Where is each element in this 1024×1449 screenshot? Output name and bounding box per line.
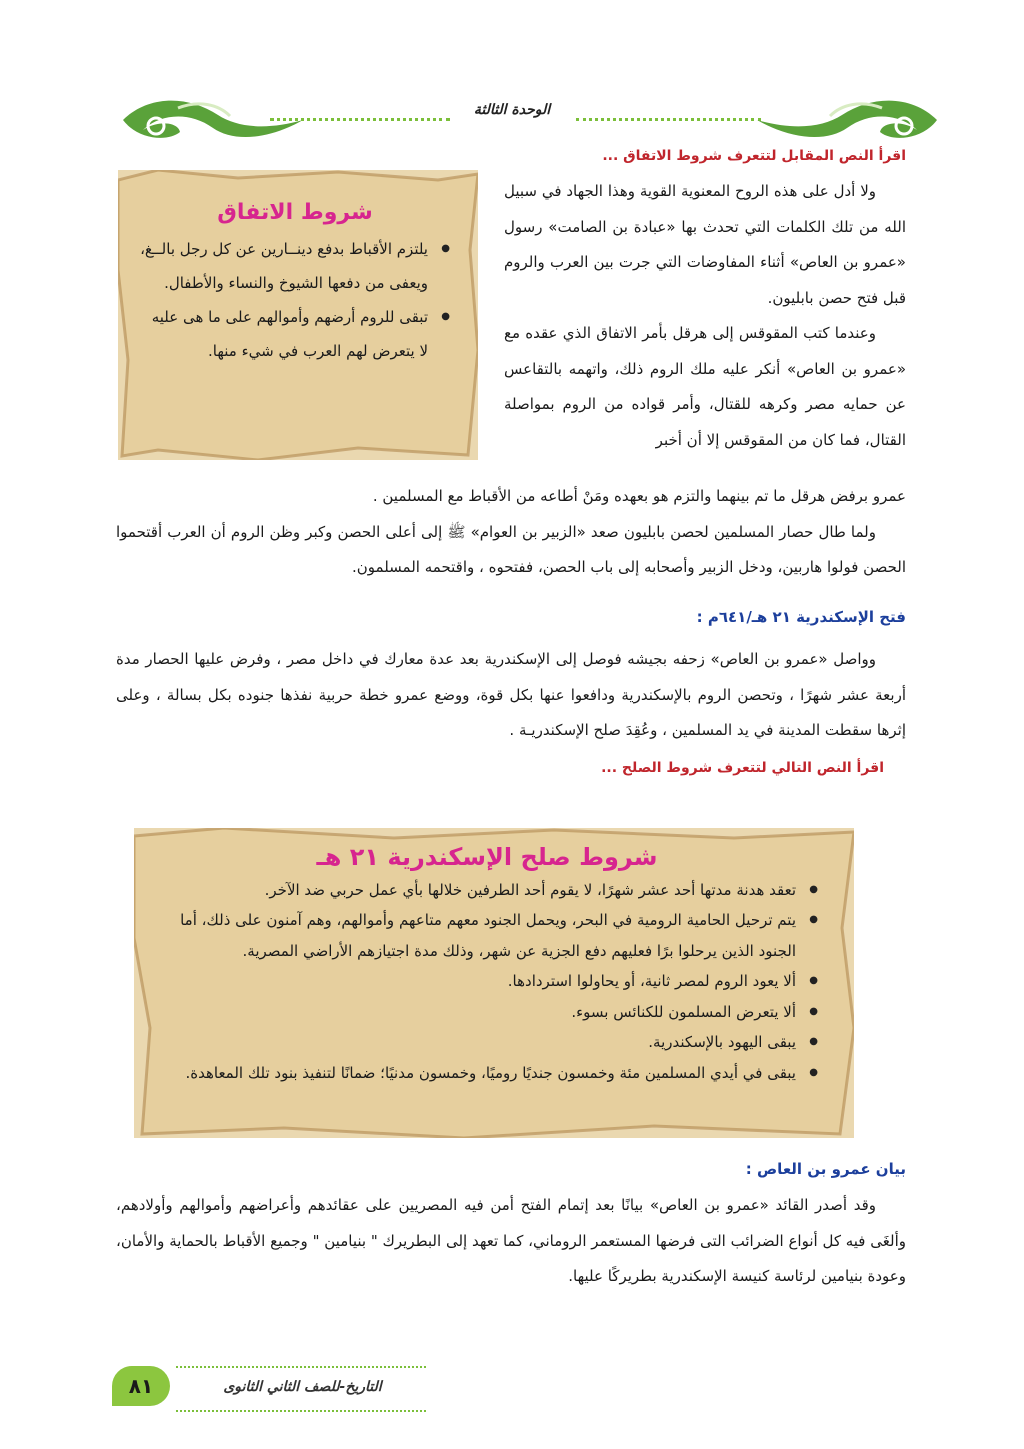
treaty-item: ● ألا يتعرض المسلمون للكنائس بسوء.: [156, 997, 818, 1028]
agreement-box-title: شروط الاتفاق: [217, 200, 373, 225]
treaty-item: ● ألا يعود الروم لمصر ثانية، أو يحاولوا استردادها.: [156, 966, 818, 997]
alexandria-heading: فتح الإسكندرية ٢١ هـ/٦٤١م :: [696, 608, 906, 626]
paragraph: ولا أدل على هذه الروح المعنوية القوية وهذا الجهاد في سبيل الله من تلك الكلمات التي تحدث بها «عبادة بن الصامت» رسول «عمرو بن العاص» أثناء المفاوضات التي جرت بين العرب والروم قبل فتح حصن بابليون.: [504, 182, 906, 307]
full-text-block: [116, 479, 906, 586]
footer-dots-top: [176, 1366, 426, 1368]
treaty-box: [134, 828, 854, 1138]
paragraph: ولما طال حصار المسلمين لحصن بابليون صعد «الزبير بن العوام» ﷺ إلى أعلى الحصن وكبر وظن الروم أن العرب أقتحموا الحصن فولوا هاربين، ودخل الزبير وأصحابه إلى باب الحصن، ففتحوه ، واقتحمه المسلمون.: [116, 522, 906, 576]
book-title: التاريخ-للصف الثاني الثانوى: [223, 1379, 382, 1395]
paragraph: وواصل «عمرو بن العاص» زحفه بجيشه فوصل إلى الإسكندرية بعد عدة معارك في داخل مصر ، وفرض عليها الحصار مدة أربعة عشر شهرًا ، وتحصن الروم بالإسكندرية ودافعوا عنها بكل قوة، ووضع عمرو خطة حربية نفذها جنوده بكل بسالة ، وعلى إثرها سقطت المدينة في يد المسلمين ، وعُقِدَ صلح الإسكندريـة .: [116, 650, 906, 739]
agreement-item: ● تبقى للروم أرضهم وأموالهم على ما هى عليه لا يتعرض لهم العرب في شيء منها.: [140, 300, 450, 368]
treaty-instruction: اقرأ النص التالي لتتعرف شروط الصلح ...: [601, 760, 884, 776]
treaty-box-title: شروط صلح الإسكندرية ٢١ هـ: [316, 843, 658, 871]
intro-instruction: اقرأ النص المقابل لتتعرف شروط الاتفاق ...: [602, 148, 906, 164]
statement-heading: بيان عمرو بن العاص :: [745, 1160, 906, 1178]
alexandria-text: [116, 642, 906, 749]
page-number: ٨١: [112, 1366, 170, 1406]
narrow-text-column: [504, 174, 906, 458]
paragraph: وقد أصدر القائد «عمرو بن العاص» بيانًا بعد إتمام الفتح أمن فيه المصريين على عقائدهم وأعراضهم وأموالهم وأولادهم، وألغَى فيه كل أنواع الضرائب التى فرضها المستعمر الروماني، كما تعهد إلى البطريرك " بنيامين " وجميع الأقباط بالحماية والأمان، وعودة بنيامين لرئاسة كنيسة الإسكندرية بطريركًا عليها.: [116, 1196, 906, 1285]
agreement-item: ● يلتزم الأقباط بدفع دينــارين عن كل رجل بالــغ، ويعفى من دفعها الشيوخ والنساء والأطفال.: [140, 232, 450, 300]
paragraph: وعندما كتب المقوقس إلى هرقل بأمر الاتفاق الذي عقده مع «عمرو بن العاص» أنكر عليه ملك الروم ذلك، واتهمه بالتقاعس عن حمايه مصر وكرهه للقتال، وأمر قواده من الروم بمواصلة القتال، فما كان من المقوقس إلا أن أخبر: [504, 324, 906, 449]
footer-dots-bottom: [176, 1410, 426, 1412]
paragraph: عمرو برفض هرقل ما تم بينهما والتزم هو بعهده ومَنْ أطاعه من الأقباط مع المسلمين .: [372, 487, 906, 505]
treaty-item: ● تعقد هدنة مدتها أحد عشر شهرًا، لا يقوم أحد الطرفين خلالها بأي عمل حربي ضد الآخر.: [156, 875, 818, 906]
header-dots-right: [576, 118, 761, 121]
unit-title: الوحدة الثالثة: [473, 102, 551, 118]
treaty-item: ● يبقى في أيدي المسلمين مئة وخمسون جنديًا روميًا، وخمسون مدنيًا؛ ضمانًا لتنفيذ بنود تلك المعاهدة.: [156, 1058, 818, 1089]
treaty-item: ● يبقى اليهود بالإسكندرية.: [156, 1027, 818, 1058]
statement-text: [116, 1188, 906, 1295]
right-ornament-icon: [752, 90, 942, 150]
agreement-box: [118, 170, 478, 460]
treaty-item: ● يتم ترحيل الحامية الرومية في البحر، ويحمل الجنود معهم متاعهم وأموالهم، وهم آمنون على ذلك، أما الجنود الذين يرحلوا برًا فعليهم دفع الجزية عن شهر، وذلك مدة اجتيازهم الأراضي المصرية.: [156, 905, 818, 966]
header-dots-left: [270, 118, 450, 121]
